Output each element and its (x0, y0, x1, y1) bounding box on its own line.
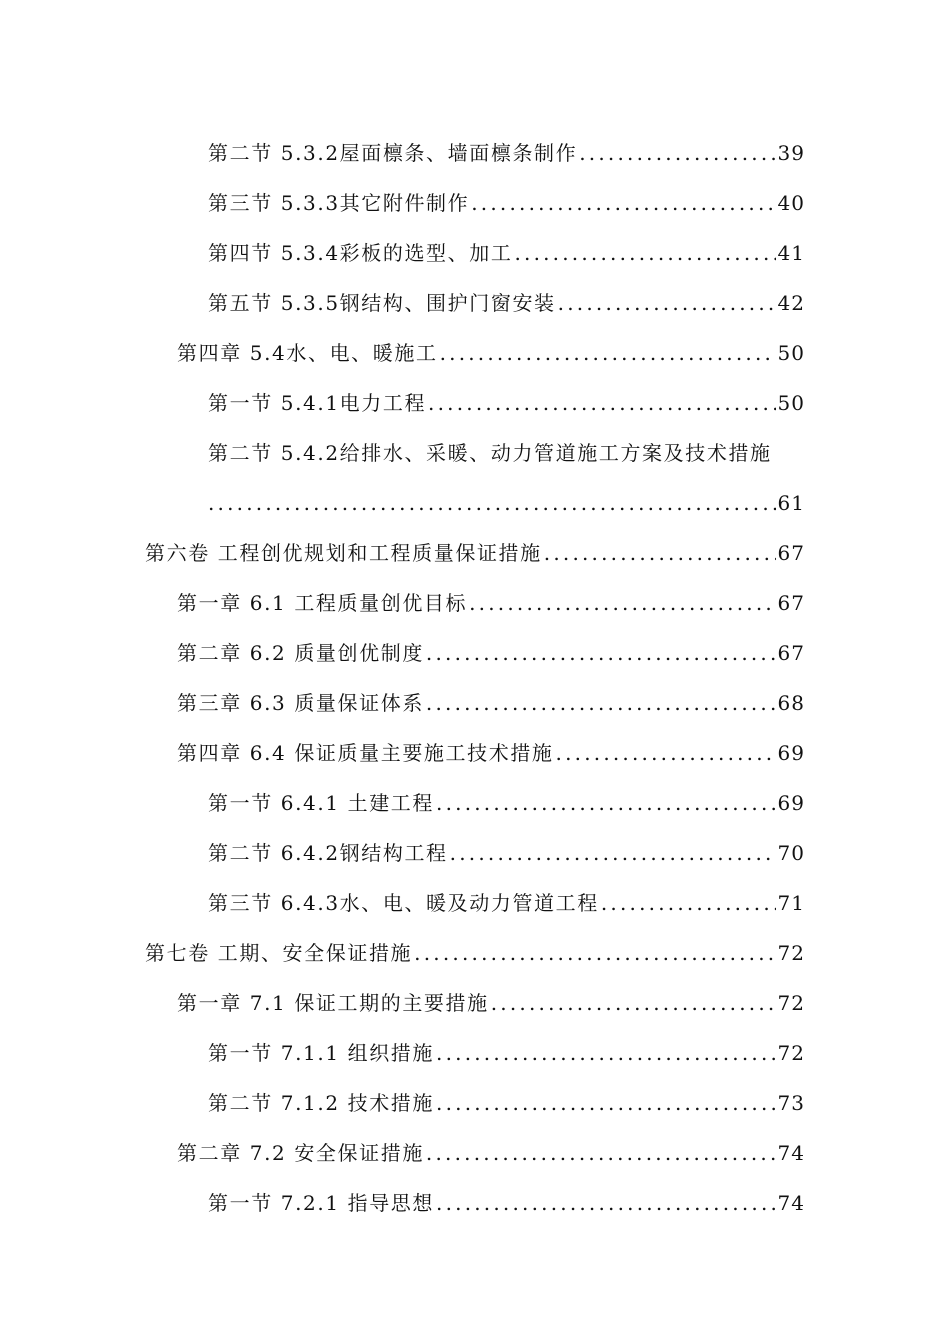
toc-entry-title: 第二节 5.4.2给排水、采暖、动力管道施工方案及技术措施 (208, 441, 772, 465)
toc-entry[interactable] (177, 736, 805, 766)
toc-entry[interactable] (145, 536, 805, 566)
toc-dot-leader (601, 890, 776, 916)
toc-entry-page: 70 (777, 841, 805, 865)
toc-dot-leader (440, 340, 776, 366)
toc-dot-leader (514, 240, 775, 266)
toc-dot-leader (414, 940, 775, 966)
toc-entry-page: 61 (777, 491, 805, 515)
toc-entry-page: 74 (777, 1191, 805, 1215)
toc-dot-leader (426, 690, 776, 716)
toc-entry-title: 第一章 7.1 保证工期的主要措施 (177, 991, 489, 1015)
toc-dot-leader (426, 640, 776, 666)
toc-dot-leader (436, 790, 776, 816)
toc-entry-page: 67 (777, 591, 805, 615)
toc-entry-title: 第一节 7.1.1 组织措施 (208, 1041, 435, 1065)
toc-entry[interactable] (208, 136, 805, 166)
toc-entry-title: 第四节 5.3.4彩板的选型、加工 (208, 241, 513, 265)
toc-entry-title: 第三节 5.3.3其它附件制作 (208, 191, 470, 215)
toc-entry-title: 第一节 5.4.1电力工程 (208, 391, 427, 415)
toc-entry-page: 41 (777, 241, 805, 265)
toc-entry[interactable] (208, 186, 805, 216)
toc-dot-leader (436, 1090, 776, 1116)
toc-dot-leader (469, 590, 775, 616)
toc-entry[interactable] (177, 686, 805, 716)
toc-entry[interactable] (177, 586, 805, 616)
toc-entry[interactable] (177, 636, 805, 666)
toc-entry[interactable] (208, 236, 805, 266)
toc-dot-leader (556, 740, 776, 766)
toc-entry-page: 69 (777, 741, 805, 765)
toc-entry-page: 67 (777, 641, 805, 665)
toc-entry[interactable] (208, 786, 805, 816)
toc-dot-leader (428, 390, 776, 416)
toc-entry[interactable] (177, 336, 805, 366)
toc-dot-leader (436, 1190, 776, 1216)
toc-entry-page: 50 (777, 391, 805, 415)
toc-entry-continuation[interactable] (208, 486, 805, 516)
toc-entry-page: 40 (777, 191, 805, 215)
toc-entry-page: 50 (777, 341, 805, 365)
toc-entry-title: 第二章 7.2 安全保证措施 (177, 1141, 424, 1165)
toc-dot-leader (558, 290, 776, 316)
toc-entry-title: 第一章 6.1 工程质量创优目标 (177, 591, 468, 615)
toc-entry-page: 39 (777, 141, 805, 165)
toc-entry-page: 68 (777, 691, 805, 715)
toc-entry-title: 第二节 5.3.2屋面檩条、墙面檩条制作 (208, 141, 578, 165)
toc-entry[interactable] (177, 986, 805, 1016)
toc-entry-title: 第二节 6.4.2钢结构工程 (208, 841, 448, 865)
toc-entry-title: 第六卷 工程创优规划和工程质量保证措施 (145, 541, 542, 565)
toc-entry[interactable] (208, 836, 805, 866)
toc-entry-title: 第七卷 工期、安全保证措施 (145, 941, 413, 965)
toc-dot-leader (426, 1140, 776, 1166)
toc-entry[interactable] (208, 886, 805, 916)
toc-entry-page: 73 (777, 1091, 805, 1115)
toc-dot-leader (491, 990, 776, 1016)
toc-entry[interactable] (208, 1086, 805, 1116)
toc-entry-page: 72 (777, 941, 805, 965)
toc-dot-leader (208, 490, 776, 516)
toc-entry-title: 第一节 7.2.1 指导思想 (208, 1191, 435, 1215)
toc-entry[interactable] (208, 1036, 805, 1066)
toc-dot-leader (471, 190, 775, 216)
toc-entry[interactable] (208, 386, 805, 416)
toc-entry-title: 第四章 6.4 保证质量主要施工技术措施 (177, 741, 554, 765)
toc-entry-title: 第二节 7.1.2 技术措施 (208, 1091, 435, 1115)
toc-entry-title: 第三节 6.4.3水、电、暖及动力管道工程 (208, 891, 599, 915)
toc-entry-page: 72 (777, 991, 805, 1015)
toc-entry-page: 69 (777, 791, 805, 815)
toc-dot-leader (544, 540, 776, 566)
toc-dot-leader (579, 140, 775, 166)
toc-dot-leader (436, 1040, 776, 1066)
toc-entry-title: 第三章 6.3 质量保证体系 (177, 691, 424, 715)
toc-entry[interactable] (145, 936, 805, 966)
toc-entry[interactable] (177, 1136, 805, 1166)
toc-entry[interactable] (208, 436, 805, 466)
toc-dot-leader (450, 840, 776, 866)
toc-entry-title: 第五节 5.3.5钢结构、围护门窗安装 (208, 291, 556, 315)
toc-entry-page: 72 (777, 1041, 805, 1065)
toc-entry-page: 67 (777, 541, 805, 565)
toc-entry[interactable] (208, 1186, 805, 1216)
toc-entry-title: 第二章 6.2 质量创优制度 (177, 641, 424, 665)
toc-entry-page: 74 (777, 1141, 805, 1165)
toc-entry[interactable] (208, 286, 805, 316)
toc-entry-title: 第四章 5.4水、电、暖施工 (177, 341, 438, 365)
toc-entry-page: 71 (777, 891, 805, 915)
toc-entry-page: 42 (777, 291, 805, 315)
toc-entry-title: 第一节 6.4.1 土建工程 (208, 791, 435, 815)
